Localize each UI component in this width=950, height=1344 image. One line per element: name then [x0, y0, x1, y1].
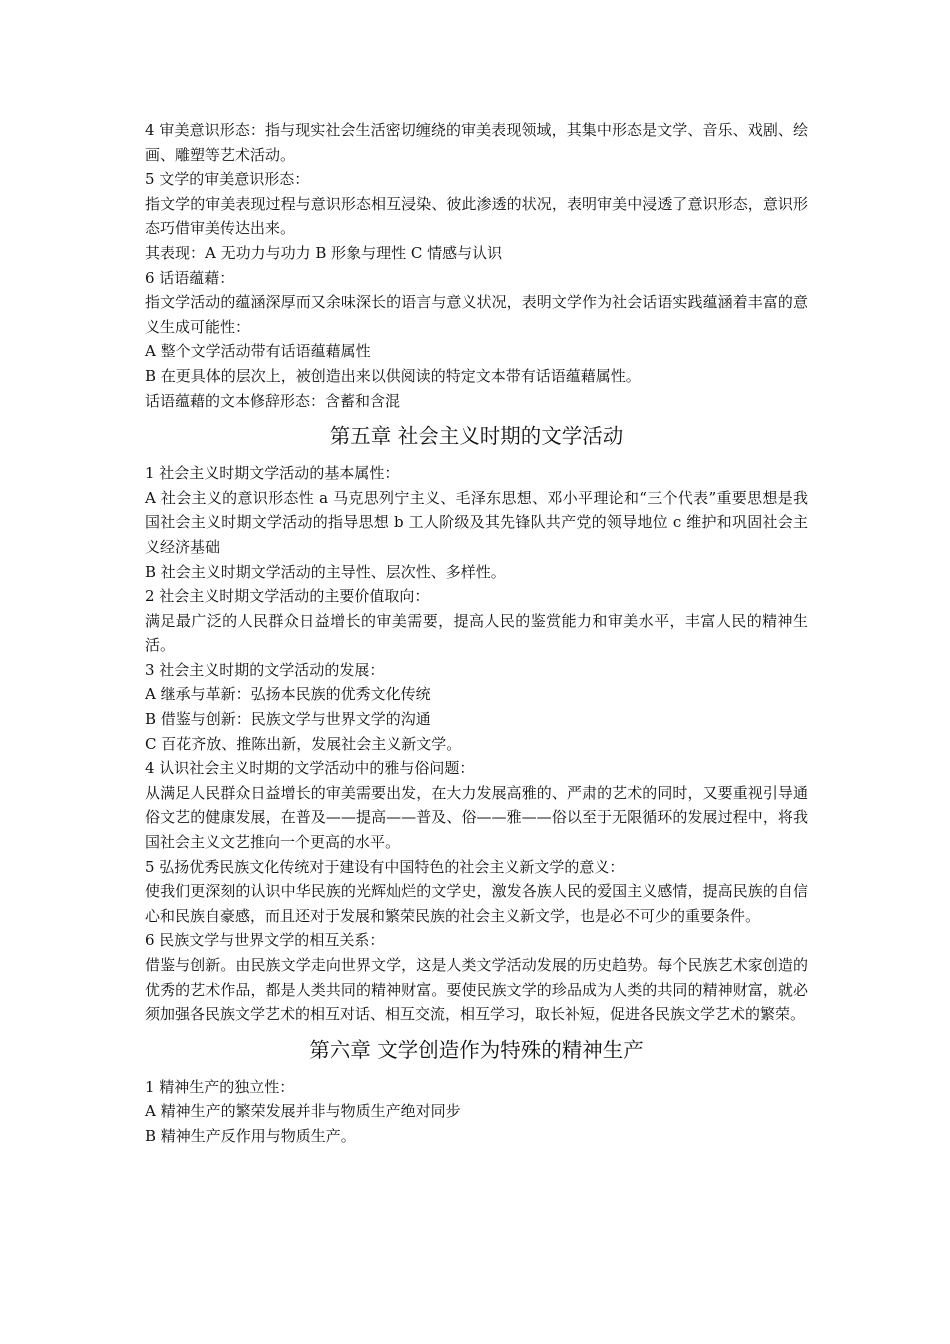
- paragraph: A 精神生产的繁荣发展并非与物质生产绝对同步: [145, 1102, 461, 1121]
- paragraph: 4 审美意识形态：指与现实社会生活密切缠绕的审美表现领域，其集中形态是文学、音乐、戏剧、绘画、雕塑等艺术活动。: [145, 121, 808, 164]
- paragraph: 6 话语蕴藉：: [145, 268, 235, 287]
- paragraph: B 社会主义时期文学活动的主导性、层次性、多样性。: [145, 562, 506, 581]
- paragraph: 2 社会主义时期文学活动的主要价值取向：: [145, 587, 430, 606]
- paragraph: 1 精神生产的独立性：: [145, 1077, 295, 1096]
- paragraph: A 整个文学活动带有话语蕴藉属性: [145, 342, 371, 361]
- paragraph: 4 认识社会主义时期的文学活动中的雅与俗问题：: [145, 759, 475, 778]
- paragraph: 1 社会主义时期文学活动的基本属性：: [145, 464, 400, 483]
- paragraph: B 精神生产反作用与物质生产。: [145, 1126, 356, 1145]
- paragraph: 借鉴与创新。由民族文学走向世界文学，这是人类文学活动发展的历史趋势。每个民族艺术家创造的优秀的艺术作品，都是人类共同的精神财富。要使民族文学的珍品成为人类的共同的精神财富，就必须加强各民族文学艺术的相互对话、相互交流，相互学习，取长补短，促进各民族文学艺术的繁荣。: [145, 956, 808, 1024]
- paragraph: A 继承与革新：弘扬本民族的优秀文化传统: [145, 685, 431, 704]
- paragraph: B 借鉴与创新：民族文学与世界文学的沟通: [145, 710, 431, 729]
- paragraph: 5 文学的审美意识形态：: [145, 170, 310, 189]
- paragraph: 满足最广泛的人民群众日益增长的审美需要，提高人民的鉴赏能力和审美水平，丰富人民的精神生活。: [145, 611, 808, 655]
- paragraph: 从满足人民群众日益增长的审美需要出发，在大力发展高雅的、严肃的艺术的同时，又要重视引导通俗文艺的健康发展，在普及——提高——普及、俗——雅——俗以至于无限循环的发展过程中，将我国社会主义文艺推向一个更高的水平。: [145, 783, 808, 852]
- paragraph: 使我们更深刻的认识中华民族的光辉灿烂的文学史，激发各族人民的爱国主义感情，提高民族的自信心和民族自豪感，而且还对于发展和繁荣民族的社会主义新文学，也是必不可少的重要条件。: [145, 882, 808, 925]
- paragraph: 指文学活动的蕴涵深厚而又余味深长的语言与意义状况，表明文学作为社会话语实践蕴涵着丰富的意义生成可能性：: [145, 293, 808, 336]
- paragraph: C 百花齐放、推陈出新，发展社会主义新文学。: [145, 734, 462, 753]
- paragraph: 3 社会主义时期的文学活动的发展：: [145, 660, 385, 679]
- chapter-five-title: 第五章 社会主义时期的文学活动: [329, 424, 624, 449]
- paragraph: 话语蕴藉的文本修辞形态：含蓄和含混: [145, 391, 401, 410]
- paragraph: 5 弘扬优秀民族文化传统对于建设有中国特色的社会主义新文学的意义：: [145, 857, 625, 876]
- paragraph: 6 民族文学与世界文学的相互关系：: [145, 931, 385, 950]
- paragraph: 指文学的审美表现过程与意识形态相互浸染、彼此渗透的状况，表明审美中浸透了意识形态，意识形态巧借审美传达出来。: [145, 194, 808, 238]
- paragraph: B 在更具体的层次上，被创造出来以供阅读的特定文本带有话语蕴藉属性。: [145, 366, 641, 385]
- chapter-six-title: 第六章 文学创造作为特殊的精神生产: [309, 1037, 644, 1062]
- paragraph: A 社会主义的意识形态性 a 马克思列宁主义、毛泽东思想、邓小平理论和“三个代表”重要思想是我国社会主义时期文学活动的指导思想 b 工人阶级及其先锋队共产党的领导地位 c 维护和巩固社会主义经济基础: [145, 488, 808, 556]
- paragraph: 其表现：A 无功力与功力 B 形象与理性 C 情感与认识: [145, 243, 503, 262]
- document-body: [145, 118, 808, 1149]
